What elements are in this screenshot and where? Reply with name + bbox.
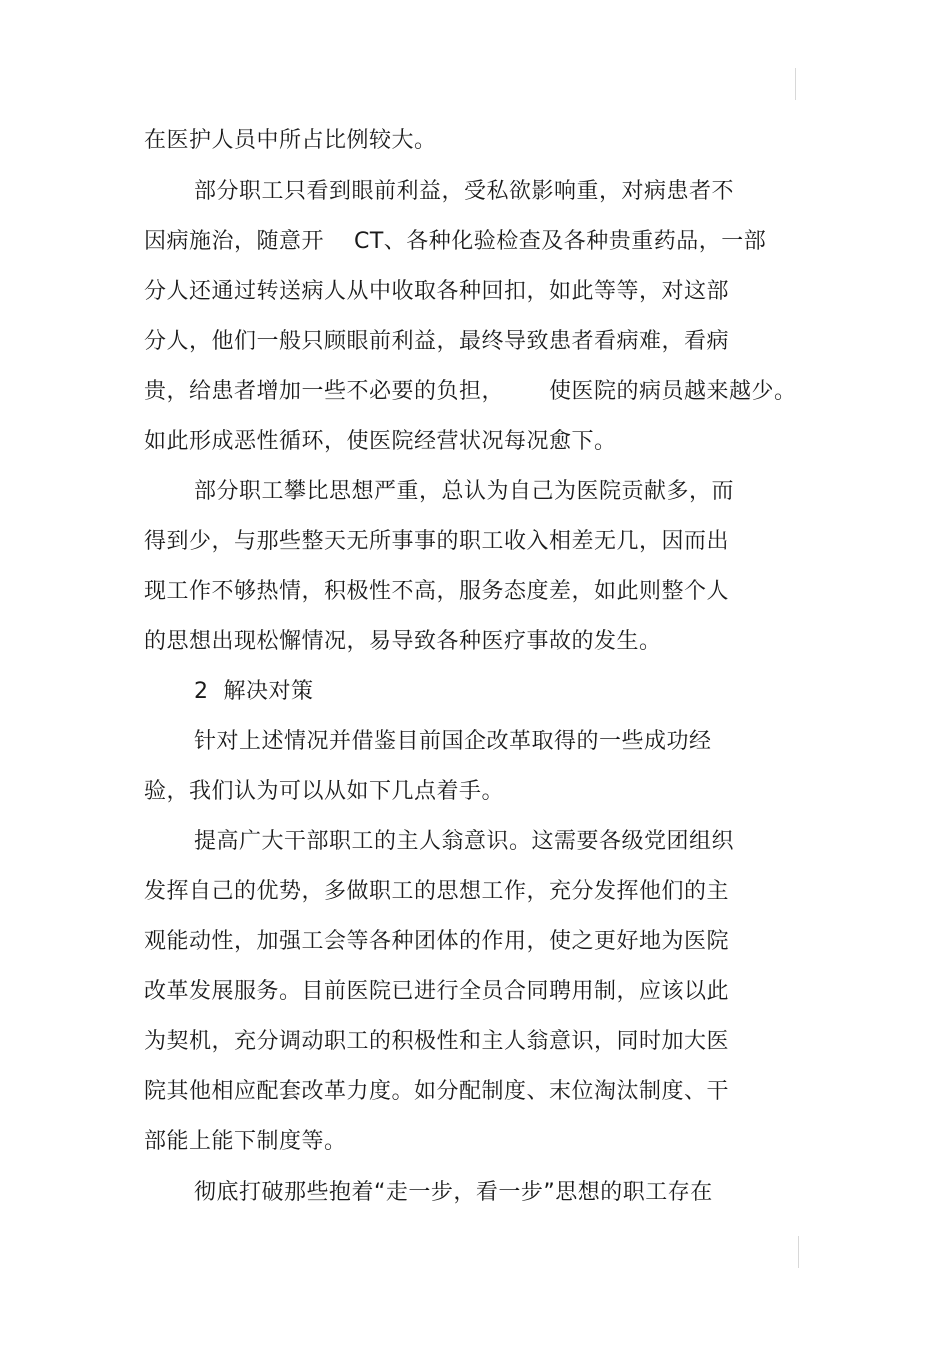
section-heading: 2 解决对策 bbox=[194, 679, 314, 704]
text-line: 提高广大干部职工的主人翁意识。这需要各级党团组织 bbox=[194, 829, 735, 854]
text-line: 彻底打破那些抱着“走一步，看一步”思想的职工存在 bbox=[194, 1180, 713, 1205]
text-line: 观能动性，加强工会等各种团体的作用，使之更好地为医院 bbox=[144, 929, 730, 954]
page-corner-mark-top bbox=[795, 68, 796, 100]
text-line: 如此形成恶性循环，使医院经营状况每况愈下。 bbox=[144, 429, 617, 454]
text-line: 分人还通过转送病人从中收取各种回扣，如此等等，对这部 bbox=[144, 279, 730, 304]
text-line: 分人，他们一般只顾眼前利益，最终导致患者看病难，看病 bbox=[144, 329, 730, 354]
page-corner-mark-bottom bbox=[798, 1236, 799, 1268]
text-line: 部分职工攀比思想严重，总认为自己为医院贡献多，而 bbox=[194, 479, 735, 504]
text-line: 验，我们认为可以从如下几点着手。 bbox=[144, 779, 505, 804]
text-line: 部分职工只看到眼前利益，受私欲影响重，对病患者不 bbox=[194, 179, 735, 204]
text-line: 因病施治，随意开 CT、各种化验检查及各种贵重药品，一部 bbox=[144, 229, 767, 254]
text-line: 现工作不够热情，积极性不高，服务态度差，如此则整个人 bbox=[144, 579, 730, 604]
text-line: 院其他相应配套改革力度。如分配制度、末位淘汰制度、干 bbox=[144, 1079, 730, 1104]
text-line: 的思想出现松懈情况，易导致各种医疗事故的发生。 bbox=[144, 629, 662, 654]
text-line: 部能上能下制度等。 bbox=[144, 1129, 347, 1154]
text-line: 发挥自己的优势，多做职工的思想工作，充分发挥他们的主 bbox=[144, 879, 730, 904]
text-line: 贵，给患者增加一些不必要的负担， 使医院的病员越来越少。 bbox=[144, 379, 797, 404]
text-line: 得到少，与那些整天无所事事的职工收入相差无几，因而出 bbox=[144, 529, 730, 554]
text-line: 在医护人员中所占比例较大。 bbox=[144, 128, 437, 153]
text-line: 改革发展服务。目前医院已进行全员合同聘用制，应该以此 bbox=[144, 979, 730, 1004]
text-line: 针对上述情况并借鉴目前国企改革取得的一些成功经 bbox=[194, 729, 712, 754]
text-line: 为契机，充分调动职工的积极性和主人翁意识，同时加大医 bbox=[144, 1029, 730, 1054]
